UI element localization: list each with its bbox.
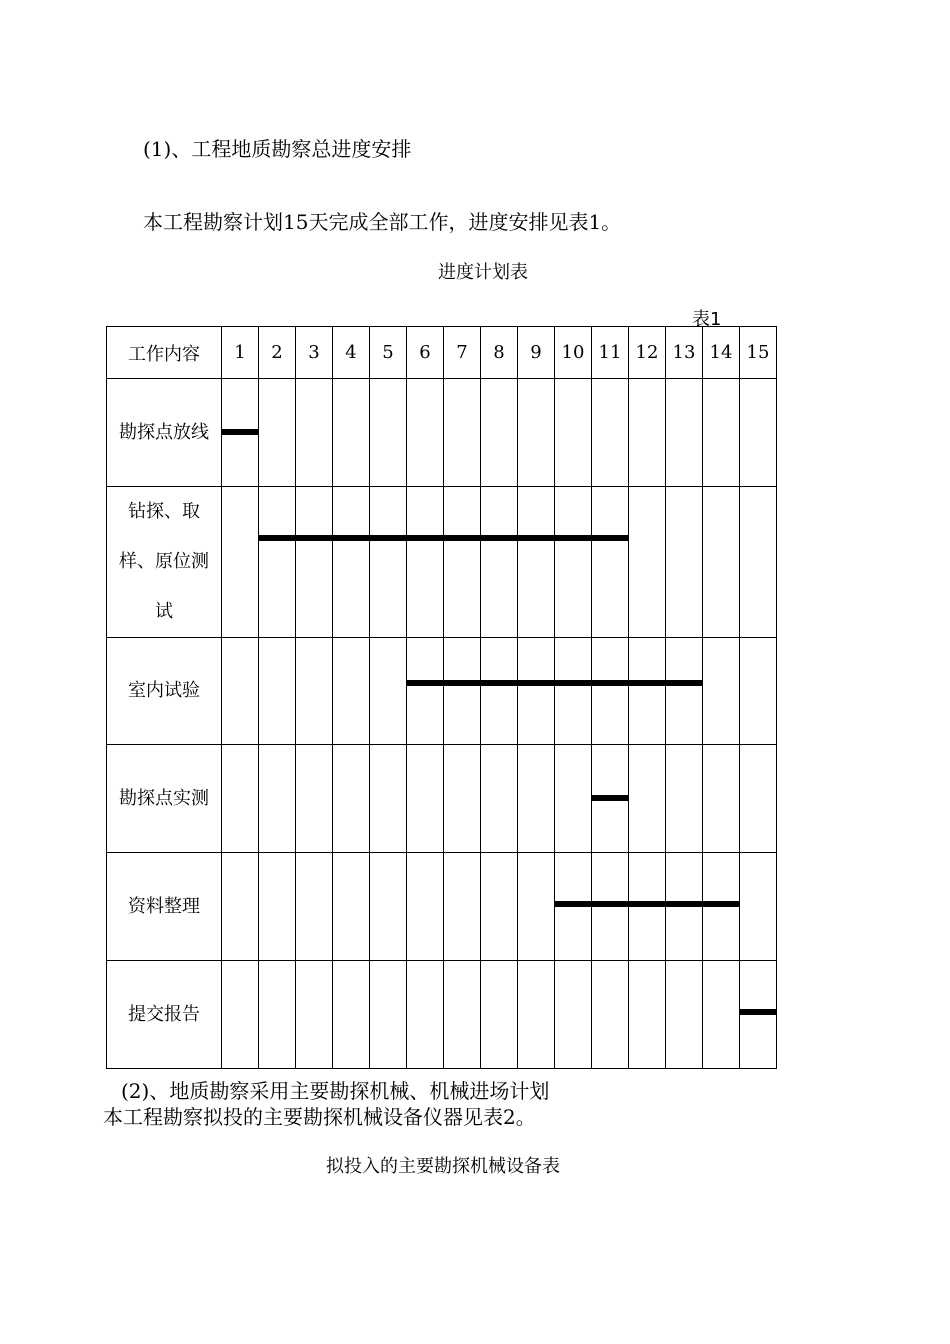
- day-cell: [444, 961, 481, 1069]
- day-cell: [259, 379, 296, 487]
- header-work-content: 工作内容: [107, 327, 222, 379]
- day-cell: [333, 487, 370, 638]
- day-cell: [222, 853, 259, 961]
- schedule-bar: [517, 535, 555, 541]
- day-cell: [222, 961, 259, 1069]
- day-cell: [407, 638, 444, 745]
- day-cell: [481, 638, 518, 745]
- day-cell: [666, 853, 703, 961]
- day-cell: [555, 853, 592, 961]
- schedule-bar: [554, 901, 592, 907]
- day-cell: [407, 745, 444, 853]
- schedule-table: [106, 326, 777, 1069]
- schedule-bar: [665, 901, 703, 907]
- table-row: [107, 853, 777, 961]
- schedule-bar: [591, 535, 629, 541]
- schedule-bar: [221, 429, 259, 435]
- day-header: 2: [259, 327, 296, 379]
- day-cell: [629, 853, 666, 961]
- schedule-bar: [406, 535, 444, 541]
- day-header: 4: [333, 327, 370, 379]
- day-cell: [629, 745, 666, 853]
- schedule-bar: [628, 680, 666, 686]
- day-cell: [444, 853, 481, 961]
- day-header: 15: [740, 327, 777, 379]
- table-number: 表1: [692, 309, 722, 330]
- day-cell: [333, 853, 370, 961]
- day-cell: [518, 853, 555, 961]
- day-header: 12: [629, 327, 666, 379]
- day-cell: [481, 745, 518, 853]
- day-cell: [222, 745, 259, 853]
- day-cell: [481, 487, 518, 638]
- day-cell: [703, 961, 740, 1069]
- table-row: [107, 745, 777, 853]
- day-cell: [333, 745, 370, 853]
- day-cell: [703, 853, 740, 961]
- schedule-bar: [554, 535, 592, 541]
- day-cell: [333, 638, 370, 745]
- day-cell: [222, 638, 259, 745]
- day-cell: [444, 638, 481, 745]
- schedule-bar: [406, 680, 444, 686]
- day-cell: [555, 487, 592, 638]
- table-2-title: 拟投入的主要勘探机械设备表: [326, 1156, 560, 1177]
- day-cell: [703, 379, 740, 487]
- day-cell: [518, 379, 555, 487]
- day-cell: [370, 853, 407, 961]
- day-cell: [370, 487, 407, 638]
- day-cell: [703, 745, 740, 853]
- day-cell: [481, 379, 518, 487]
- day-cell: [259, 638, 296, 745]
- day-cell: [259, 961, 296, 1069]
- day-cell: [296, 745, 333, 853]
- day-cell: [370, 745, 407, 853]
- schedule-bar: [739, 1009, 777, 1015]
- day-cell: [481, 853, 518, 961]
- day-cell: [592, 487, 629, 638]
- schedule-title: 进度计划表: [438, 262, 528, 283]
- day-header: 6: [407, 327, 444, 379]
- table-row: [107, 379, 777, 487]
- day-cell: [740, 745, 777, 853]
- day-cell: [370, 638, 407, 745]
- day-cell: [629, 487, 666, 638]
- day-cell: [740, 487, 777, 638]
- day-cell: [740, 638, 777, 745]
- day-cell: [555, 379, 592, 487]
- schedule-bar: [295, 535, 333, 541]
- day-cell: [592, 379, 629, 487]
- day-cell: [259, 853, 296, 961]
- day-header: 7: [444, 327, 481, 379]
- day-cell: [703, 487, 740, 638]
- day-cell: [222, 379, 259, 487]
- task-label: 钻探、取样、原位测试: [107, 487, 222, 638]
- day-cell: [666, 379, 703, 487]
- section-2-heading: (2)、地质勘察采用主要勘探机械、机械进场计划: [121, 1079, 550, 1103]
- task-label: 室内试验: [107, 638, 222, 745]
- day-cell: [444, 745, 481, 853]
- day-cell: [666, 487, 703, 638]
- day-header: 10: [555, 327, 592, 379]
- day-cell: [407, 853, 444, 961]
- task-label: 勘探点放线: [107, 379, 222, 487]
- schedule-bar: [480, 680, 518, 686]
- day-header: 11: [592, 327, 629, 379]
- day-cell: [407, 487, 444, 638]
- schedule-bar: [591, 795, 629, 801]
- day-cell: [740, 379, 777, 487]
- schedule-bar: [480, 535, 518, 541]
- day-cell: [481, 961, 518, 1069]
- schedule-bar: [443, 680, 481, 686]
- schedule-bar: [628, 901, 666, 907]
- day-cell: [555, 961, 592, 1069]
- day-cell: [740, 853, 777, 961]
- day-cell: [370, 961, 407, 1069]
- day-cell: [259, 487, 296, 638]
- day-cell: [518, 638, 555, 745]
- day-cell: [703, 638, 740, 745]
- day-header: 5: [370, 327, 407, 379]
- task-label: 提交报告: [107, 961, 222, 1069]
- day-header: 9: [518, 327, 555, 379]
- day-cell: [592, 638, 629, 745]
- day-header: 1: [222, 327, 259, 379]
- day-cell: [370, 379, 407, 487]
- schedule-bar: [332, 535, 370, 541]
- day-cell: [444, 379, 481, 487]
- day-cell: [296, 379, 333, 487]
- day-cell: [407, 379, 444, 487]
- day-cell: [592, 853, 629, 961]
- day-cell: [629, 638, 666, 745]
- schedule-bar: [258, 535, 296, 541]
- schedule-bar: [665, 680, 703, 686]
- task-label: 资料整理: [107, 853, 222, 961]
- day-cell: [666, 961, 703, 1069]
- day-header: 8: [481, 327, 518, 379]
- day-cell: [296, 961, 333, 1069]
- day-cell: [296, 487, 333, 638]
- day-cell: [592, 745, 629, 853]
- day-cell: [555, 745, 592, 853]
- section-2-text: 本工程勘察拟投的主要勘探机械设备仪器见表2。: [103, 1105, 536, 1129]
- day-cell: [259, 745, 296, 853]
- section-1-heading: (1)、工程地质勘察总进度安排: [143, 137, 412, 161]
- day-cell: [666, 638, 703, 745]
- day-cell: [296, 853, 333, 961]
- day-cell: [444, 487, 481, 638]
- schedule-bar: [591, 901, 629, 907]
- schedule-bar: [591, 680, 629, 686]
- header-row: [107, 327, 777, 379]
- day-header: 13: [666, 327, 703, 379]
- schedule-bar: [517, 680, 555, 686]
- schedule-bar: [369, 535, 407, 541]
- day-cell: [296, 638, 333, 745]
- day-cell: [518, 961, 555, 1069]
- day-cell: [740, 961, 777, 1069]
- schedule-bar: [702, 901, 740, 907]
- table-row: [107, 487, 777, 638]
- day-header: 3: [296, 327, 333, 379]
- schedule-bar: [443, 535, 481, 541]
- day-cell: [333, 379, 370, 487]
- day-cell: [666, 745, 703, 853]
- day-header: 14: [703, 327, 740, 379]
- section-1-text: 本工程勘察计划15天完成全部工作，进度安排见表1。: [143, 210, 622, 234]
- day-cell: [629, 379, 666, 487]
- table-row: [107, 638, 777, 745]
- day-cell: [518, 745, 555, 853]
- day-cell: [518, 487, 555, 638]
- schedule-bar: [554, 680, 592, 686]
- day-cell: [407, 961, 444, 1069]
- day-cell: [592, 961, 629, 1069]
- day-cell: [555, 638, 592, 745]
- task-label: 勘探点实测: [107, 745, 222, 853]
- day-cell: [222, 487, 259, 638]
- day-cell: [629, 961, 666, 1069]
- day-cell: [333, 961, 370, 1069]
- table-row: [107, 961, 777, 1069]
